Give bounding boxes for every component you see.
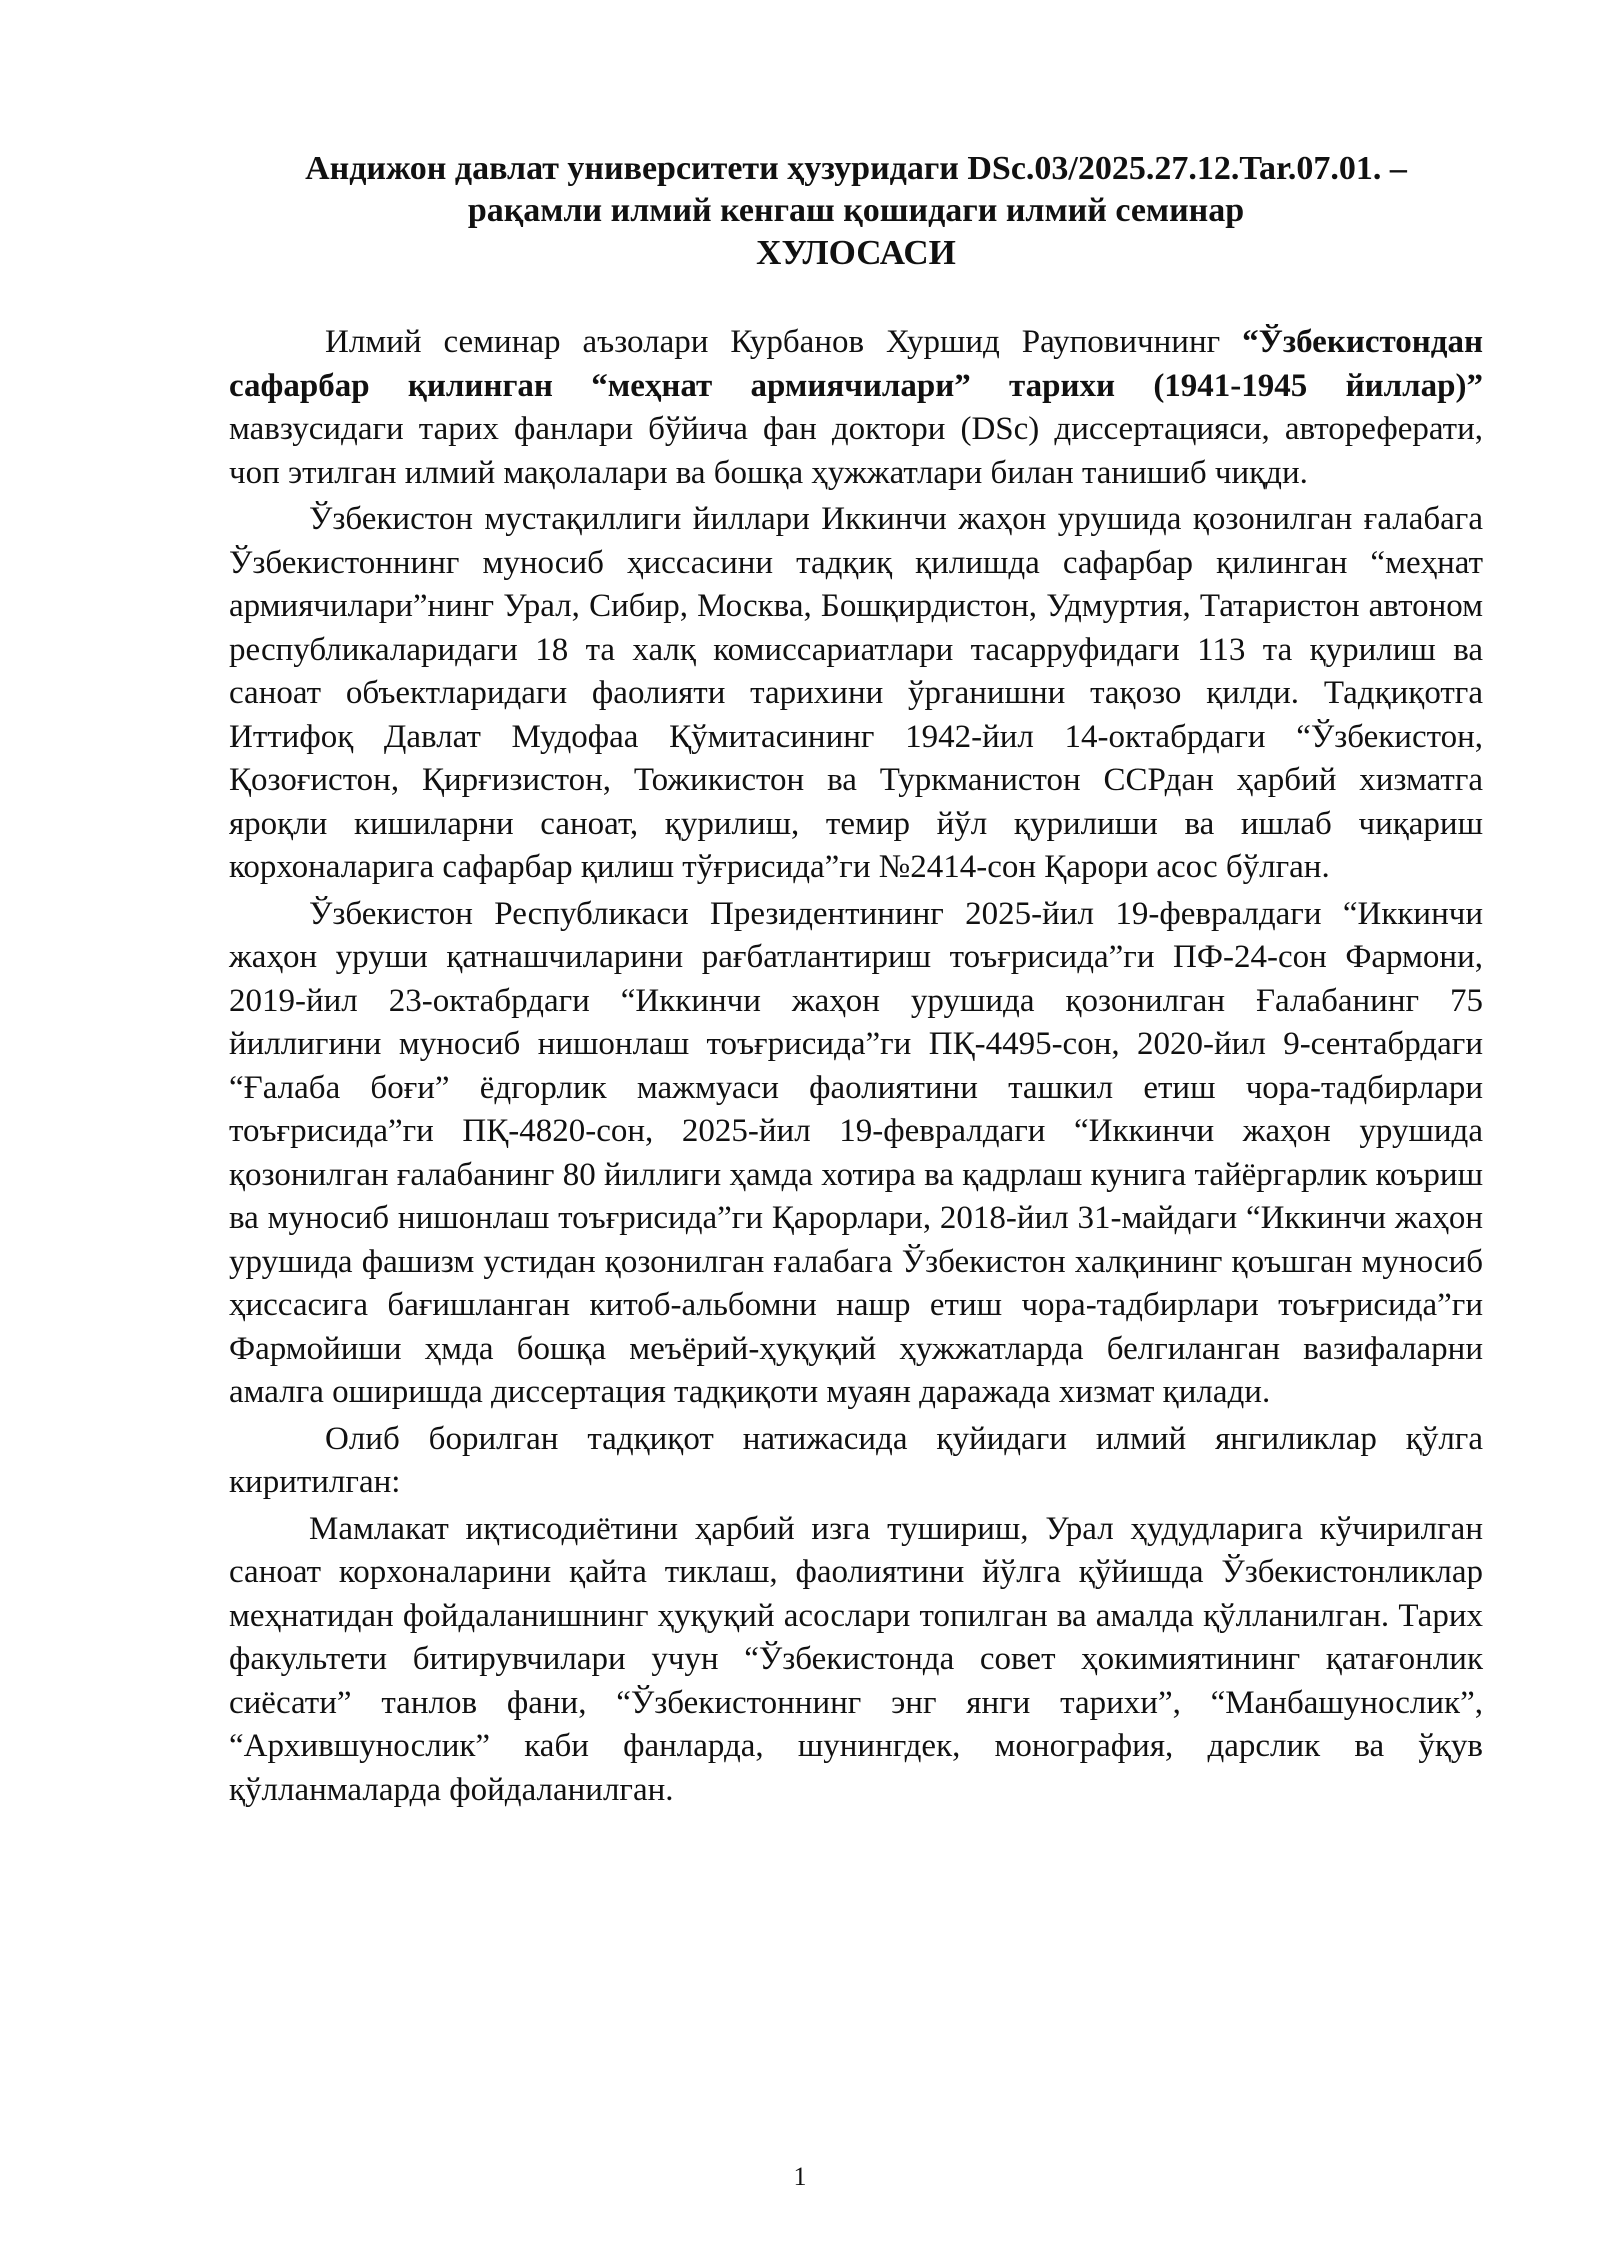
document-page [229,148,1483,1812]
paragraph-rest-text: мавзусидаги тарих фанлари бўйича фан доктори (DSc) диссертацияси, автореферати, чоп этилган илмий мақолалари ва бошқа ҳужжатлари билан танишиб чиқди. [229,411,1483,491]
paragraph-results: Мамлакат иқтисодиётини ҳарбий изга тушириш, Урал ҳудудларига кўчирилган саноат корхоналарини қайта тиклаш, фаолиятини йўлга қўйишда Ўзбекистонликлар меҳнатидан фойдаланишнинг ҳуқуқий асослари топилган ва амалда қўлланилган. Тарих факультети битирувчилари учун “Ўзбекистонда совет ҳокимиятининг қатағонлик сиёсати” танлов фани, “Ўзбекистоннинг энг янги тарихи”, “Манбашунослик”, “Архившунослик” каби фанларда, шунингдек, монография, дарслик ва ўқув қўлланмаларда фойдаланилган. [229,1510,1483,1808]
document-header [229,148,1483,274]
paragraph-relevance: Ўзбекистон мустақиллиги йиллари Иккинчи жаҳон урушида қозонилган ғалабага Ўзбекистоннинг муносиб ҳиссасини тадқиқ қилишда сафарбар қилинган “меҳнат армиячилари”нинг Урал, Сибир, Москва, Бошқирдистон, Удмуртия, Татаристон автоном республикаларидаги 18 та халқ комиссариатлари тасарруфидаги 113 та қурилиш ва саноат объектларидаги фаолияти тарихини ўрганишни тақозо қилди. Тадқиқотга Иттифоқ Давлат Мудофаа Қўмитасининг 1942-йил 14-октабрдаги “Ўзбекистон, Қозоғистон, Қирғизистон, Тожикистон ва Туркманистон ССРдан ҳарбий хизматга яроқли кишиларни саноат, қурилиш, темир йўл қурилиши ва ишлаб чиқариш корхоналарига сафарбар қилиш тўғрисида”ги №2414-сон Қарори асос бўлган. [229,501,1483,885]
paragraph-seminar-review [229,321,1483,495]
paragraph-intro-text: Илмий семинар аъзолари Курбанов Хуршид Рауповичнинг [325,324,1243,360]
header-line-2: рақамли илмий кенгаш қошидаги илмий семинар [467,192,1245,229]
paragraph-legal-basis: Ўзбекистон Республикаси Президентининг 2025-йил 19-февралдаги “Иккинчи жаҳон уруши қатнашчиларини рағбатлантириш тоъғрисида”ги ПФ-24-сон Фармони, 2019-йил 23-октабрдаги “Иккинчи жаҳон урушида қозонилган Ғалабанинг 75 йиллигини муносиб нишонлаш тоъғрисида”ги ПҚ-4495-сон, 2020-йил 9-сентабрдаги “Ғалаба боғи” ёдгорлик мажмуаси фаолиятини ташкил етиш чора-тадбирлари тоъғрисида”ги ПҚ-4820-сон, 2025-йил 19-февралдаги “Иккинчи жаҳон урушида қозонилган ғалабанинг 80 йиллиги ҳамда хотира ва қадрлаш кунига тайёргарлик коъриш ва муносиб нишонлаш тоъғрисида”ги Қарорлари, 2018-йил 31-майдаги “Иккинчи жаҳон урушида фашизм устидан қозонилган ғалабага Ўзбекистон халқининг қоъшган муносиб ҳиссасига бағишланган китоб-альбомни нашр етиш чора-тадбирлари тоъғрисида”ги Фармойиши ҳмда бошқа меъёрий-ҳуқуқий ҳужжатларда белгиланган вазифаларни амалга оширишда диссертация тадқиқоти муаян даражада хизмат қилади. [229,895,1483,1410]
header-line-1: Андижон давлат университети ҳузуридаги DSc.03/2025.27.12.Tar.07.01. – [305,150,1407,187]
page-number: 1 [793,2162,807,2191]
dissertation-title: “Ўзбекистондан сафарбар қилинган “меҳнат армиячилари” тарихи (1941-1945 йиллар)” [229,324,1483,404]
paragraph-novelty-intro: Олиб борилган тадқиқот натижасида қуйидаги илмий янгиликлар қўлга киритилган: [229,1420,1483,1500]
document-body [229,321,1483,1812]
document-title: ХУЛОСАСИ [756,233,956,272]
